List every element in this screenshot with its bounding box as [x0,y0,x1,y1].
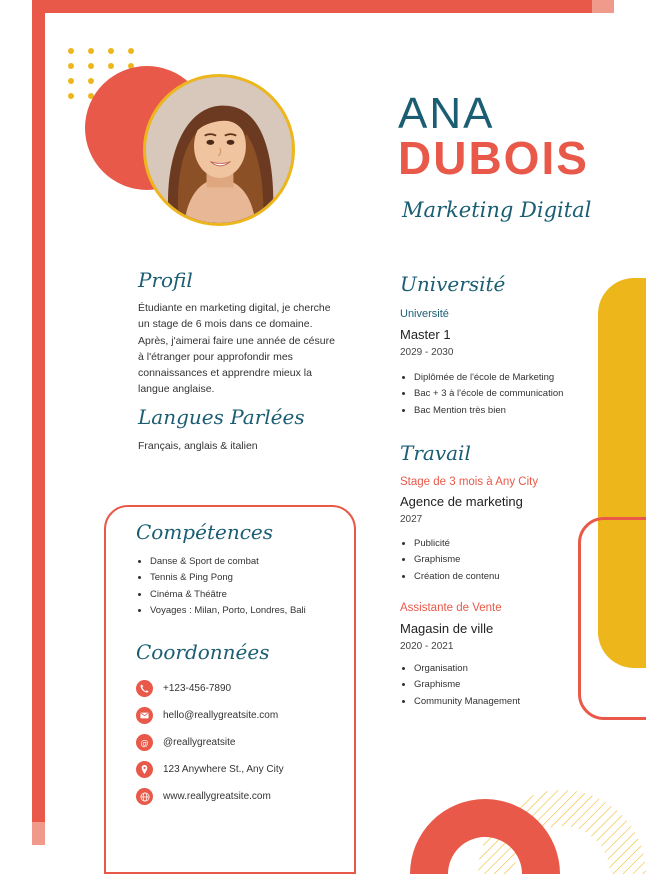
section-heading-contact: Coordonnées [136,640,270,664]
education-degree: Master 1 [400,327,451,342]
list-item: • Organisation [414,663,609,675]
contact-value: +123-456-7890 [163,683,232,694]
contact-value: @reallygreatsite [163,737,236,748]
list-item: • Graphisme [414,679,609,691]
contact-website[interactable] [136,788,271,805]
envelope-icon [136,707,153,724]
languages-text: Français, anglais & italien [138,440,258,452]
contact-value: hello@reallygreatsite.com [163,710,279,721]
section-heading-languages: Langues Parlées [138,405,305,429]
section-heading-education: Université [400,272,506,296]
work-dates-1: 2027 [400,514,423,525]
skills-list [136,556,355,621]
work-role-2: Assistante de Vente [400,602,502,614]
section-heading-skills: Compétences [136,520,274,544]
education-dates: 2029 - 2030 [400,347,454,358]
list-item: • Community Management [414,696,609,708]
job-title: Marketing Digital [402,198,592,222]
list-item: • Graphisme [414,554,609,566]
list-item: • Cinéma & Théâtre [150,589,355,601]
contact-value: 123 Anywhere St., Any City [163,764,284,775]
first-name: ANA [398,89,495,138]
list-item: • Publicité [414,538,609,550]
education-school: Université [400,308,449,320]
globe-icon [136,788,153,805]
profile-text: Étudiante en marketing digital, je cherche un stage de 6 mois dans ce domaine. Après, j'aimerai faire une année de césure à l'étranger pour approfondir mes connaissances et apprendre mieux la langue anglaise. [138,302,335,396]
at-icon [136,734,153,751]
work-list-1 [400,538,609,587]
contact-email[interactable] [136,707,278,724]
work-company-2: Magasin de ville [400,621,494,636]
contact-phone[interactable] [136,680,231,697]
contact-address[interactable] [136,761,284,778]
list-item: • Tennis & Ping Pong [150,572,355,584]
contact-value: www.reallygreatsite.com [163,791,271,802]
section-heading-work: Travail [400,441,471,465]
location-pin-icon [136,761,153,778]
list-item: • Danse & Sport de combat [150,556,355,568]
svg-text:@: @ [140,737,149,748]
work-role-1: Stage de 3 mois à Any City [400,476,539,488]
list-item: • Bac + 3 à l'école de communication [414,388,614,400]
education-list [400,372,614,421]
phone-icon [136,680,153,697]
list-item: • Diplômée de l'école de Marketing [414,372,614,384]
work-list-2 [400,663,609,712]
list-item: • Création de contenu [414,571,609,583]
work-dates-2: 2020 - 2021 [400,641,454,652]
contact-social[interactable] [136,734,235,751]
decor-bottom-arcs [400,750,646,874]
last-name: DUBOIS [398,132,589,184]
list-item: • Voyages : Milan, Porto, Londres, Bali [150,605,355,617]
work-company-1: Agence de marketing [400,494,523,509]
list-item: • Bac Mention très bien [414,405,614,417]
section-heading-profile: Profil [138,268,193,292]
avatar [143,74,295,226]
